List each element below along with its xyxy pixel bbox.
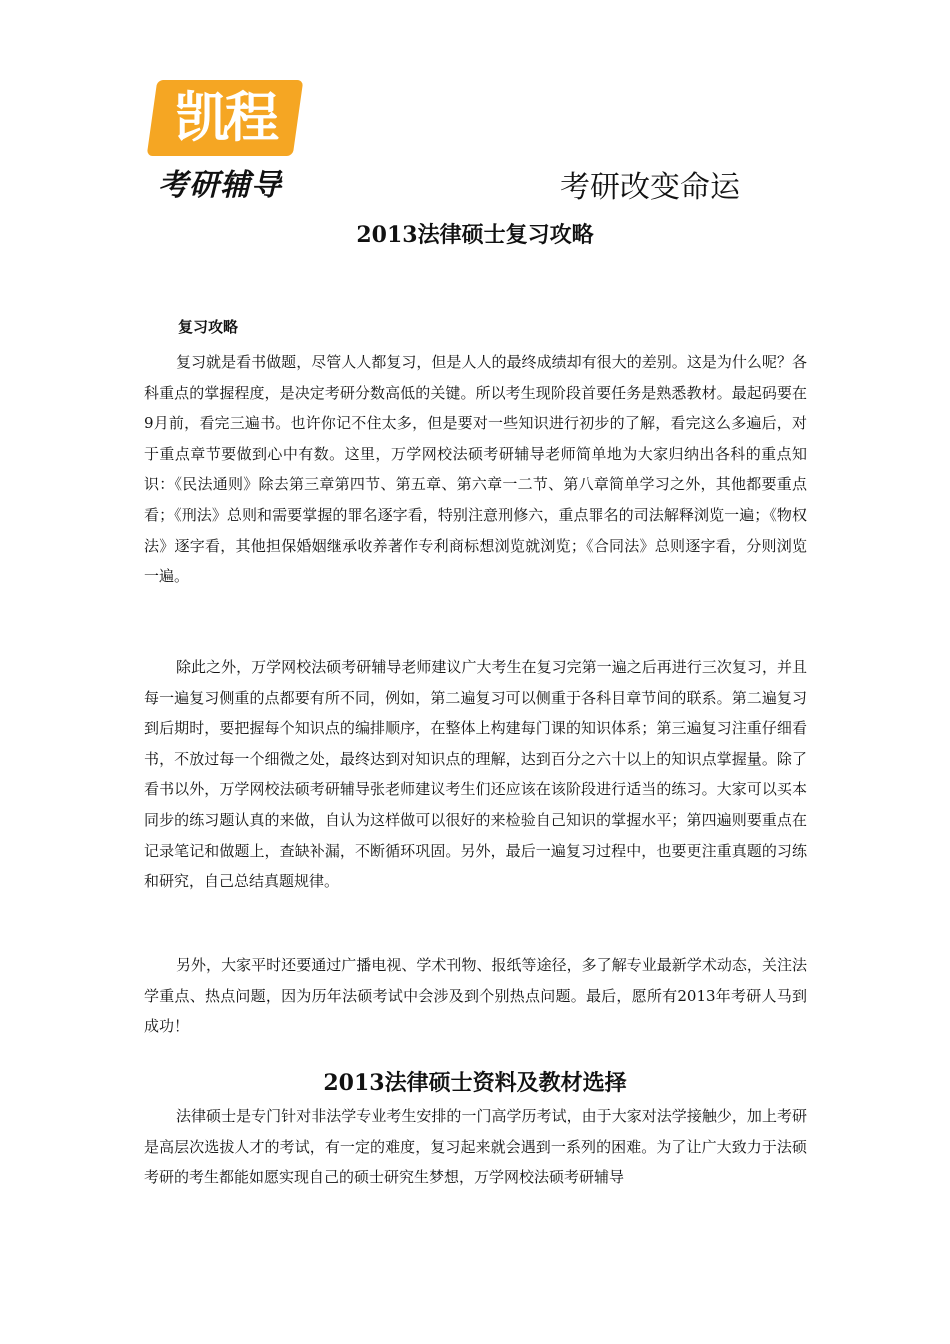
section-title-review-strategy: 2013法律硕士复习攻略 [356, 222, 594, 248]
subheading: 复习攻略 [178, 318, 239, 336]
paragraph: 除此之外，万学网校法硕考研辅导老师建议广大考生在复习完第一遍之后再进行三次复习，并且每一遍复习侧重的点都要有所不同，例如，第二遍复习可以侧重于各科目章节间的联系。第二遍复习到后期时，要把握每个知识点的编排顺序，在整体上构建每门课的知识体系；第三遍复习注重仔细看书，不放过每一个细微之处，最终达到对知识点的理解，达到百分之六十以上的知识点掌握量。除了看书以外，万学网校法硕考研辅导张老师建议考生们还应该在该阶段进行适当的练习。大家可以买本同步的练习题认真的来做，自认为这样做可以很好的来检验自己知识的掌握水平；第四遍则要重点在记录笔记和做题上，查缺补漏，不断循环巩固。另外，最后一遍复习过程中，也要更注重真题的习练和研究，自己总结真题规律。 [144, 658, 807, 891]
section-title-materials: 2013法律硕士资料及教材选择 [323, 1070, 627, 1096]
paragraph: 另外，大家平时还要通过广播电视、学术刊物、报纸等途径，多了解专业最新学术动态，关注法学重点、热点问题，因为历年法硕考试中会涉及到个别热点问题。最后，愿所有2013年考研人马到成功！ [144, 956, 807, 1036]
paragraph: 法律硕士是专门针对非法学专业考生安排的一门高学历考试，由于大家对法学接触少，加上考研是高层次选拔人才的考试，有一定的难度，复习起来就会遇到一系列的困难。为了让广大致力于法硕考研的考生都能如愿实现自己的硕士研究生梦想，万学网校法硕考研辅导 [144, 1107, 807, 1187]
brand-logo [150, 80, 300, 203]
logo-text: 考研辅导 [158, 168, 282, 203]
logo-mark: 凯程 [147, 80, 304, 156]
slogan: 考研改变命运 [560, 170, 740, 205]
paragraph: 复习就是看书做题，尽管人人都复习，但是人人的最终成绩却有很大的差别。这是为什么呢？各科重点的掌握程度，是决定考研分数高低的关键。所以考生现阶段首要任务是熟悉教材。最起码要在9月前，看完三遍书。也许你记不住太多，但是要对一些知识进行初步的了解，看完这么多遍后，对于重点章节要做到心中有数。这里，万学网校法硕考研辅导老师简单地为大家归纳出各科的重点知识：《民法通则》除去第三章第四节、第五章、第六章一二节、第八章简单学习之外，其他都要重点看；《刑法》总则和需要掌握的罪名逐字看，特别注意刑修六，重点罪名的司法解释浏览一遍；《物权法》逐字看，其他担保婚姻继承收养著作专利商标想浏览就浏览；《合同法》总则逐字看，分则浏览一遍。 [144, 353, 807, 586]
